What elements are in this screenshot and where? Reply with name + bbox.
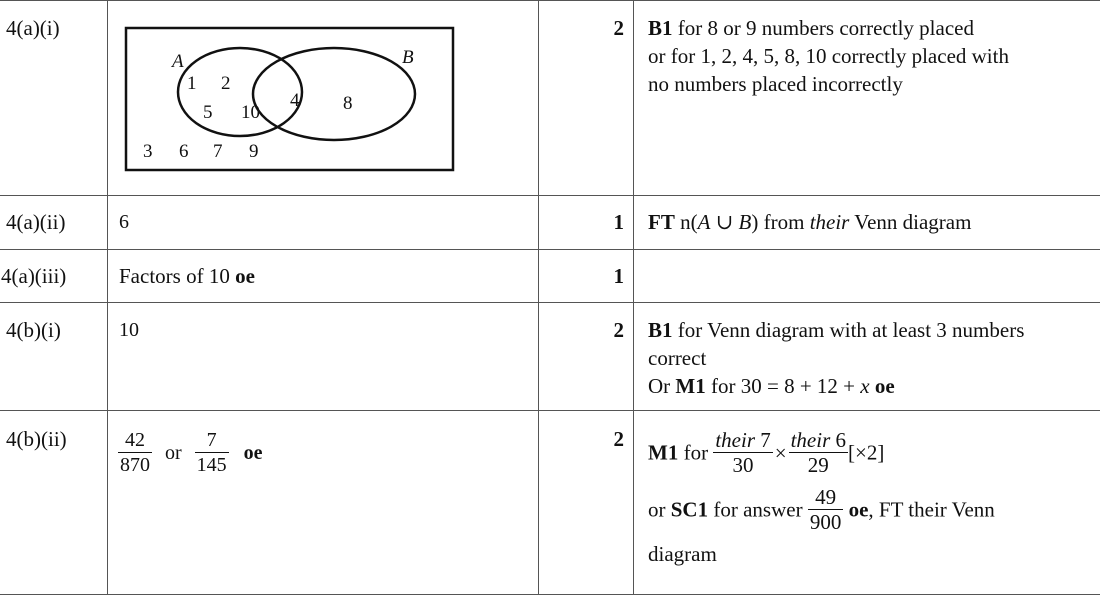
numerator: 7	[206, 429, 217, 451]
guidance-line	[648, 372, 1024, 400]
row-divider	[0, 249, 1100, 250]
venn-number: 5	[203, 102, 213, 123]
column-divider	[633, 0, 634, 595]
denominator: 870	[120, 454, 150, 476]
times-symbol: ×	[774, 440, 787, 465]
guidance-line: diagram	[648, 542, 717, 566]
guidance-text: for 8 or 9 numbers correctly placed	[672, 16, 974, 40]
guidance-line	[648, 428, 995, 477]
set-symbol: B	[738, 210, 752, 234]
venn-number: 6	[179, 141, 189, 162]
venn-number: 8	[343, 93, 353, 114]
column-divider	[107, 0, 108, 595]
mark-code: M1	[675, 374, 706, 398]
marks: 2	[613, 318, 624, 342]
union-symbol: ∪	[710, 210, 739, 234]
row-divider	[0, 410, 1100, 411]
answer-oe: oe	[869, 374, 895, 398]
denominator: 900	[809, 510, 842, 534]
venn-number: 10	[241, 102, 260, 123]
numerator: 49	[815, 485, 837, 509]
row-divider	[0, 0, 1100, 1]
venn-number: 2	[221, 73, 231, 94]
venn-diagram	[115, 18, 465, 178]
question-number: 4(a)(iii)	[1, 264, 67, 288]
guidance-line: no numbers placed incorrectly	[648, 72, 903, 96]
set-b-circle	[253, 48, 415, 140]
answer-fractions	[118, 428, 263, 477]
answer: 10	[119, 319, 139, 341]
mark-code: M1	[648, 440, 679, 465]
numerator: 42	[125, 429, 145, 451]
guidance-text: Or	[648, 374, 676, 398]
or-text: or	[165, 441, 182, 464]
question-number: 4(b)(i)	[6, 318, 61, 342]
guidance-italic: their	[809, 210, 850, 234]
marks: 2	[613, 427, 624, 451]
fraction	[713, 428, 772, 477]
venn-number: 4	[290, 90, 300, 111]
venn-number: 3	[143, 141, 153, 162]
denominator: 29	[789, 452, 848, 477]
numerator: 6	[830, 428, 847, 452]
marks: 2	[613, 16, 624, 40]
guidance-line	[648, 316, 1024, 344]
fraction	[789, 428, 848, 477]
their-italic: their	[715, 428, 755, 452]
question-number: 4(a)(ii)	[6, 210, 66, 234]
variable: x	[860, 374, 870, 398]
guidance	[648, 316, 1024, 400]
guidance	[648, 428, 995, 568]
row-divider	[0, 302, 1100, 303]
answer-oe: oe	[843, 497, 869, 522]
mark-code: FT	[648, 210, 675, 234]
guidance-text: for	[678, 440, 714, 465]
mark-code: B1	[648, 16, 673, 40]
guidance	[648, 208, 971, 236]
guidance-text: , FT their Venn	[868, 497, 995, 522]
question-number: 4(a)(i)	[6, 16, 60, 40]
guidance-text: for answer	[708, 497, 808, 522]
denominator: 145	[196, 454, 227, 476]
guidance-text: n(	[674, 210, 698, 234]
guidance-line: correct	[648, 346, 707, 370]
venn-number: 7	[213, 141, 223, 162]
guidance-text: or	[648, 497, 671, 522]
answer-oe: oe	[243, 441, 263, 464]
their-italic: their	[790, 428, 831, 452]
marks: 1	[613, 264, 624, 288]
marks: 1	[613, 210, 624, 234]
guidance-text: ) from	[751, 210, 810, 234]
denominator: 30	[713, 452, 772, 477]
fraction	[195, 428, 229, 477]
guidance	[648, 14, 1009, 98]
column-divider	[538, 0, 539, 595]
row-divider	[0, 195, 1100, 196]
venn-number: 9	[249, 141, 259, 162]
guidance-line	[648, 14, 1009, 42]
guidance-text: Venn diagram	[849, 210, 972, 234]
guidance-text: for 30 = 8 + 12 +	[705, 374, 861, 398]
guidance-line	[648, 485, 995, 534]
mark-code: SC1	[670, 497, 709, 522]
mark-code: B1	[648, 318, 673, 342]
guidance-text: for Venn diagram with at least 3 numbers	[672, 318, 1025, 342]
answer: 6	[119, 211, 129, 233]
fraction	[808, 485, 844, 534]
answer-oe: oe	[235, 264, 255, 288]
answer-text: Factors of 10	[119, 264, 236, 288]
bracket-text: [×2]	[848, 440, 885, 465]
set-a-label: A	[172, 51, 184, 72]
set-symbol: A	[697, 210, 711, 234]
guidance-line: or for 1, 2, 4, 5, 8, 10 correctly placed with	[648, 44, 1009, 68]
answer	[119, 262, 255, 290]
question-number: 4(b)(ii)	[6, 427, 67, 451]
numerator: 7	[755, 428, 771, 452]
set-a-circle	[178, 48, 302, 136]
venn-number: 1	[187, 73, 197, 94]
set-b-label: B	[402, 47, 414, 68]
fraction	[118, 428, 152, 477]
